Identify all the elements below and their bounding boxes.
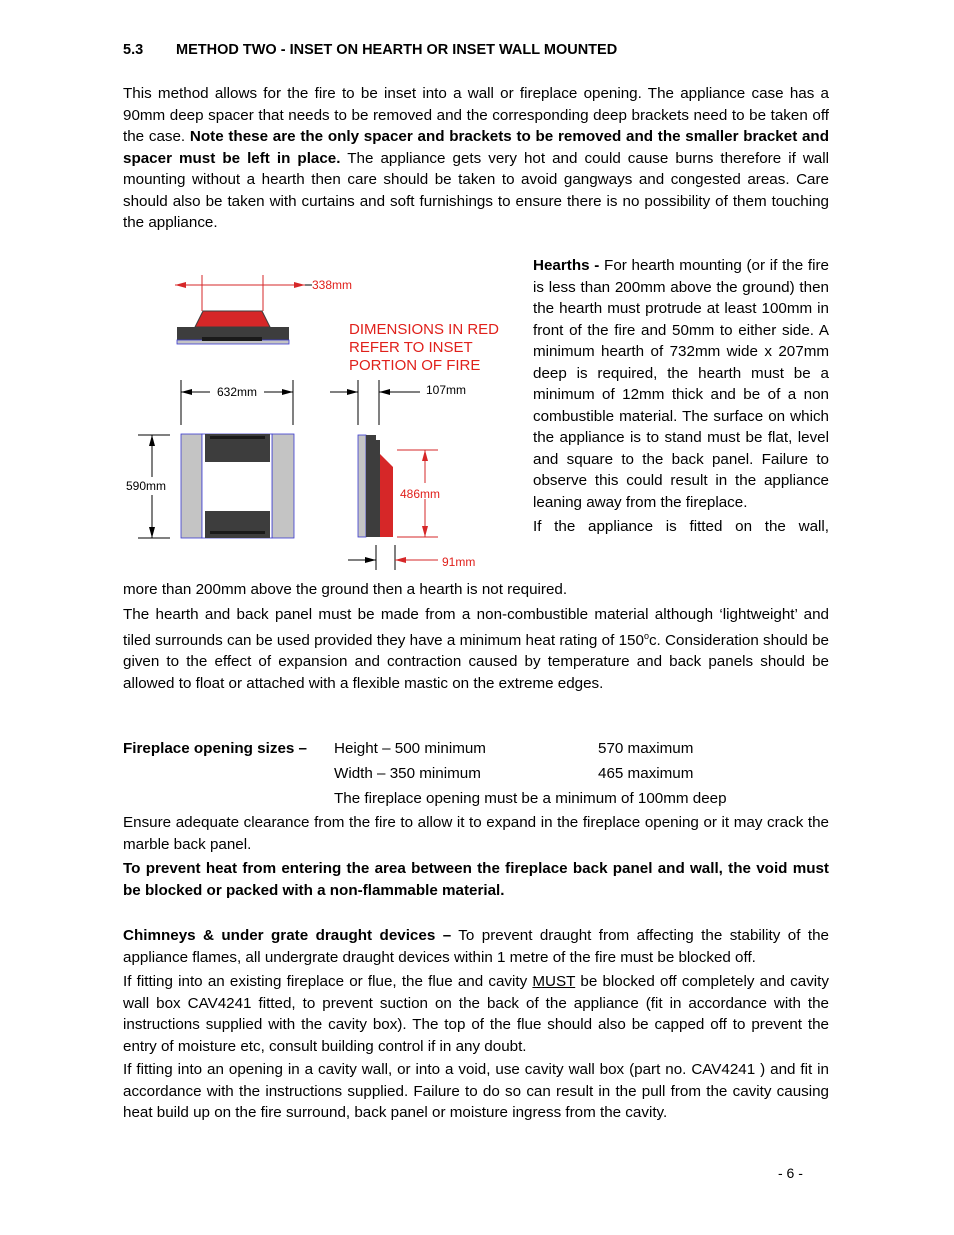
cavity-paragraph: If fitting into an opening in a cavity wall, or into a void, use cavity wall box (part no. CAV4241 ) and fit in accordance with the instructions supplied. Failure to do so can result in the pull from the cavity causing heat build up on the fire surround, back panel or moisture ingress from the cavity.	[123, 1061, 829, 1121]
note-line-1: DIMENSIONS IN RED	[349, 321, 500, 338]
section-number: 5.3	[123, 42, 144, 58]
height-max: 570 maximum	[598, 740, 694, 757]
note-line-3: PORTION OF FIRE	[349, 357, 481, 374]
width-min: Width – 350 minimum	[334, 765, 481, 782]
side-view	[330, 380, 475, 570]
hearths-paragraph	[533, 255, 829, 538]
chimneys-paragraph	[123, 925, 829, 968]
depth-note: The fireplace opening must be a minimum of 100mm deep	[334, 790, 727, 807]
front-view	[126, 380, 294, 538]
hearth-panel-text-2: c. Consideration should be given to the effect of expansion and contraction caused by temperature and back panels should be allowed to float or attached with a flexible mastic on the extreme edges.	[123, 631, 829, 692]
width-max: 465 maximum	[598, 765, 694, 782]
top-view	[175, 275, 352, 344]
fireplace-sizes	[123, 738, 829, 813]
fireplace-sizes-label: Fireplace opening sizes –	[123, 740, 308, 757]
dim-inset-height-label: 486mm	[400, 487, 441, 501]
dim-top-label: 338mm	[312, 278, 353, 292]
intro-bold-note: Note these are the only spacer and brackets to be removed and the smaller bracket and spacer must be left in place.	[123, 128, 829, 167]
clearance-paragraph: Ensure adequate clearance from the fire to allow it to expand in the fireplace opening or it may crack the marble back panel.	[123, 814, 829, 853]
dim-inset-depth-label: 91mm	[442, 555, 476, 569]
flue-text-2: be blocked off completely and cavity wall box CAV4241 fitted, to prevent suction on the back of the appliance (fit in accordance with the instructions supplied with the cavity box). The top of the flue should also be capped off to prevent the entry of moisture etc, consult building control if in any doubt.	[123, 973, 829, 1055]
hearths-wall-end: more than 200mm above the ground then a hearth is not required.	[123, 581, 568, 598]
flue-text-1: If fitting into an existing fireplace or flue, the flue and cavity	[123, 973, 533, 990]
flue-must: MUST	[532, 973, 576, 990]
intro-text-1: This method allows for the fire to be inset into a wall or fireplace opening. The appliance case has a 90mm deep spacer that needs to be removed and the corresponding deep brackets need to be taken off the case.	[123, 85, 829, 145]
dim-height-label: 590mm	[126, 479, 167, 493]
hearths-label: Hearths -	[533, 257, 600, 274]
flue-paragraph	[123, 971, 829, 1057]
note-line-2: REFER TO INSET	[349, 339, 473, 356]
chimneys-text: To prevent draught from affecting the stability of the appliance flames, all undergrate draught devices within 1 metre of the fire must be blocked off.	[123, 927, 829, 966]
intro-text-2: The appliance gets very hot and could cause burns therefore if wall mounting without a hearth then care should be taken to avoid gangways and congested areas. Care should also be taken with curtains and soft furnishings to ensure there is no possibility of them touching the appliance.	[123, 149, 829, 231]
dim-width-label: 632mm	[216, 385, 258, 399]
hearths-wall-start: If the appliance is fitted on the wall,	[533, 518, 829, 535]
void-warning-paragraph: To prevent heat from entering the area between the fireplace back panel and wall, the void must be blocked or packed with a non-flammable material.	[123, 860, 829, 899]
hearth-panel-text-1: The hearth and back panel must be made from a non-combustible material although ‘lightweight’ and tiled surrounds can be used provided they have a minimum heat rating of 150	[123, 606, 829, 649]
degree-sup: o	[643, 630, 649, 641]
page-number: - 6 -	[778, 1165, 803, 1181]
dim-depth-label: 107mm	[426, 383, 467, 397]
section-heading	[123, 40, 617, 62]
height-min: Height – 500 minimum	[334, 740, 486, 757]
section-title: METHOD TWO - INSET ON HEARTH OR INSET WALL MOUNTED	[176, 42, 618, 58]
hearth-panel-paragraph	[123, 604, 829, 694]
fire-dimension-diagram	[120, 255, 520, 580]
intro-paragraph	[123, 83, 829, 234]
chimneys-label: Chimneys & under grate draught devices –	[123, 927, 452, 944]
hearths-text: For hearth mounting (or if the fire is less than 200mm above the ground) then the hearth must protrude at least 100mm in front of the fire and 50mm to either side. A minimum hearth of 732mm wide x 207mm deep is required, the hearth must be a minimum of 12mm thick and be of a non combustible material. The surface on which the appliance is to stand must be flat, level and square to the back panel. Failure to observe this could result in the appliance leaning away from the fireplace.	[533, 257, 829, 511]
